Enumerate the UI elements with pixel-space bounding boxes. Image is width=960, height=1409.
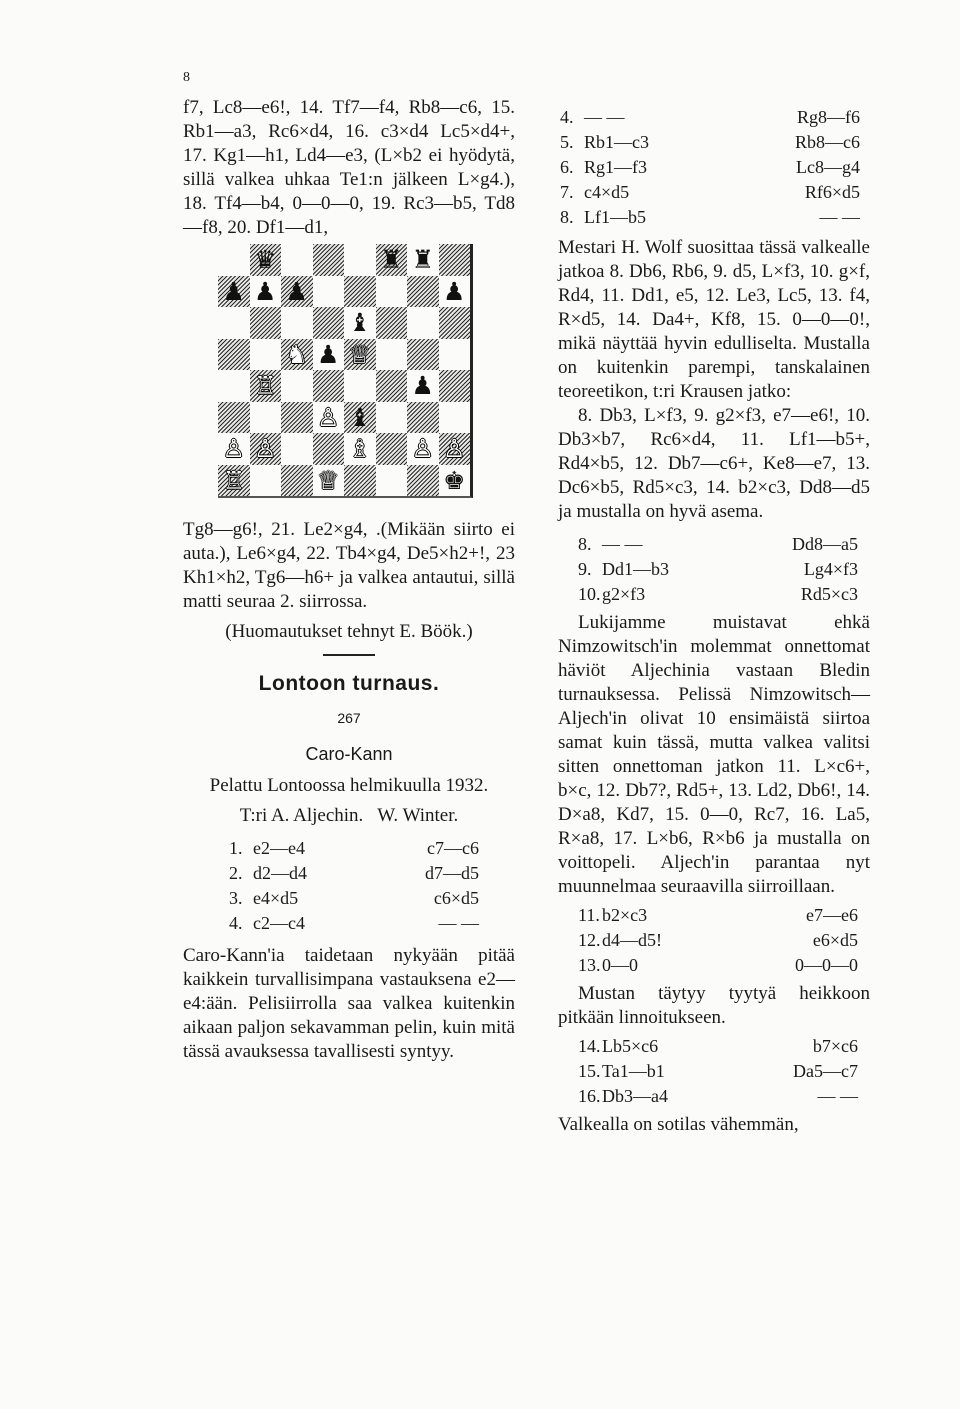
board-square [376, 433, 408, 465]
move-row [578, 903, 858, 928]
board-square [281, 402, 313, 434]
board-square [376, 370, 408, 402]
board-square [281, 465, 313, 497]
move-number: 4. [560, 107, 574, 127]
section-divider [323, 654, 375, 656]
black-pawn-icon: ♟ [285, 276, 308, 306]
black-move: Rg8—f6 [797, 107, 860, 127]
white-move: c2—c4 [253, 913, 305, 933]
white-move: Lf1—b5 [584, 207, 646, 227]
board-square [281, 307, 313, 339]
board-square [344, 465, 376, 497]
move-row [578, 582, 858, 607]
move-number: 8. [560, 207, 574, 227]
white-move: d2—d4 [253, 863, 307, 883]
page-number: 8 [183, 70, 190, 85]
board-square [250, 307, 282, 339]
black-move: 0—0—0 [795, 955, 858, 975]
white-bishop-icon: ♗ [348, 434, 371, 463]
annotator-credit: (Huomautukset tehnyt E. Böök.) [225, 621, 473, 642]
white-move: e4×d5 [253, 888, 299, 908]
move-list [578, 1034, 858, 1109]
opening-name: Caro-Kann [305, 744, 393, 764]
move-row [560, 180, 860, 205]
players-line: T:ri A. Aljechin. W. Winter. [239, 805, 459, 826]
right-column [558, 105, 870, 1137]
black-queen-icon: ♛ [254, 245, 277, 274]
black-pawn-icon: ♟ [254, 276, 277, 306]
black-bishop-icon: ♝ [348, 402, 371, 432]
board-square [313, 370, 345, 402]
board-square [313, 433, 345, 465]
move-number: 1. [229, 838, 243, 858]
black-move: — — [438, 913, 479, 933]
black-bishop-icon: ♝ [348, 308, 371, 337]
move-row [560, 205, 860, 230]
move-number: 16. [578, 1086, 601, 1106]
white-pawn-icon: ♙ [254, 434, 277, 463]
move-row [560, 155, 860, 180]
black-move: Rf6×d5 [804, 182, 860, 202]
analysis-paragraph: Mustan täytyy tyytyä heikkoon pitkään linnoitukseen. [558, 983, 870, 1028]
white-move: Lb5×c6 [602, 1036, 659, 1056]
black-move: c7—c6 [427, 838, 479, 858]
board-square [218, 307, 250, 339]
board-square [407, 276, 439, 308]
white-queen-icon: ♕ [317, 465, 340, 495]
board-square [376, 307, 408, 339]
board-square [250, 339, 282, 371]
move-number: 3. [229, 888, 243, 908]
white-pawn-icon: ♙ [443, 434, 466, 463]
left-column [183, 96, 515, 1064]
move-row [578, 532, 858, 557]
board-square [218, 339, 250, 371]
move-number: 2. [229, 863, 243, 883]
black-move: Dd8—a5 [792, 534, 858, 554]
white-knight-icon: ♞ [285, 339, 308, 369]
move-number: 15. [578, 1061, 601, 1081]
black-king-icon: ♚ [443, 465, 466, 495]
black-move: c6×d5 [433, 888, 479, 908]
played-info: Pelattu Lontoossa helmikuulla 1932. [209, 775, 489, 796]
white-pawn-icon: ♙ [411, 434, 434, 463]
white-move: Db3—a4 [602, 1086, 668, 1106]
black-move: Da5—c7 [793, 1061, 858, 1081]
white-move: d4—d5! [602, 930, 662, 950]
analysis-paragraph: Mestari H. Wolf suosittaa tässä valkealle jatkoa 8. Db6, Rb6, 9. d5, L×f3, 10. g×f, Rd4, 11. Dd1, e5, 12. Le3, Lc5, 13. f4, R×d5, 14. Da4+, Kf8, 15. 0—0—0!, mikä näyttää hyvin edulliselta. Mustalla on kuitenkin parempi, tanskalainen teoreetikon, t:ri Krausen jatko: [558, 237, 870, 402]
board-square [313, 244, 345, 276]
board-square [376, 465, 408, 497]
board-square [439, 307, 471, 339]
white-queen-icon: ♕ [348, 339, 371, 369]
opening-comment: Caro-Kann'ia taidetaan nykyään pitää kaikkein turvallisimpana vastauksena e2—e4:ään. Pelisiirrolla saa valkea kuitenkin aikaan paljon sekavamman pelin, kuin mitä tässä avauksessa tavallisesti syntyy. [183, 945, 515, 1062]
move-row [578, 1059, 858, 1084]
board-square [407, 465, 439, 497]
board-square [376, 402, 408, 434]
white-move: Rg1—f3 [584, 157, 647, 177]
white-rook-icon: ♖ [222, 465, 245, 495]
black-move: Lc8—g4 [796, 157, 860, 177]
board-square [313, 276, 345, 308]
board-square [218, 370, 250, 402]
white-move: Rb1—c3 [584, 132, 649, 152]
white-rook-icon: ♖ [254, 371, 277, 400]
board-square [439, 370, 471, 402]
board-square [407, 402, 439, 434]
white-move: 0—0 [602, 955, 638, 975]
black-pawn-icon: ♟ [411, 371, 434, 400]
white-move: — — [602, 534, 643, 554]
black-move: b7×c6 [812, 1036, 858, 1056]
analysis-paragraph: Lukijamme muistavat ehkä Nimzowitsch'in molemmat onnettomat häviöt Aljechinia vastaan Bledin turnauksessa. Pelissä Nimzowitsch—Aljech'in olivat 10 ensimäistä siirtoa samat kuin tässä, mutta valkea valitsi sitten onnettoman jatkon 11. L×c6+, b×c, 12. Db7?, Rd5+, 13. Ld2, Db6!, 14. D×a8, Kd7, 15. 0—0, Rc7, 16. La5, R×a8, 17. L×b6, R×b6 ja mustalla on voittopeli. Aljech'in parantaa nyt muunnelmaa seuraavilla siirroillaan. [558, 612, 870, 897]
board-square [313, 307, 345, 339]
move-row [229, 886, 479, 911]
black-move: Rb8—c6 [795, 132, 860, 152]
move-number: 11. [578, 905, 600, 925]
move-row [578, 1034, 858, 1059]
move-row [578, 557, 858, 582]
analysis-paragraph: 8. Db3, L×f3, 9. g2×f3, e7—e6!, 10. Db3×b7, Rc6×d4, 11. Lf1—b5+, Rd4×b5, 12. Db7—c6+, Ke8—e7, 13. Dc6×b5, Rd5×c3, 14. b2×c3, Dd8—d5 ja mustalla on hyvä asema. [558, 405, 870, 522]
move-number: 8. [578, 534, 592, 554]
board-square [281, 370, 313, 402]
black-move: Lg4×f3 [803, 559, 858, 579]
white-move: Dd1—b3 [602, 559, 669, 579]
board-square [407, 339, 439, 371]
board-square [376, 339, 408, 371]
black-rook-icon: ♜ [411, 245, 434, 274]
chess-diagram [218, 244, 473, 498]
move-number: 14. [578, 1036, 601, 1056]
move-number: 9. [578, 559, 592, 579]
move-list [229, 836, 479, 936]
move-row [229, 836, 479, 861]
board-square [439, 402, 471, 434]
black-move: d7—d5 [425, 863, 479, 883]
move-number: 6. [560, 157, 574, 177]
white-move: c4×d5 [584, 182, 630, 202]
move-number: 12. [578, 930, 601, 950]
move-number: 10. [578, 584, 601, 604]
move-row [229, 861, 479, 886]
game-number: 267 [337, 710, 361, 726]
black-move: Rd5×c3 [800, 584, 858, 604]
move-list [578, 532, 858, 607]
board-square [344, 370, 376, 402]
board-square [250, 465, 282, 497]
black-pawn-icon: ♟ [222, 276, 245, 306]
move-list [560, 105, 860, 230]
game-finish-text: Tg8—g6!, 21. Le2×g4, .(Mikään siirto ei auta.), Le6×g4, 22. Tb4×g4, De5×h2+!, 23 Kh1×h2, Tg6—h6+ ja valkea antautui, sillä matti seuraa 2. siirrossa. [183, 519, 515, 612]
white-move: g2×f3 [602, 584, 646, 604]
move-row [578, 953, 858, 978]
board-square [376, 276, 408, 308]
move-row [560, 105, 860, 130]
move-row [578, 1084, 858, 1109]
game-continuation-text: f7, Lc8—e6!, 14. Tf7—f4, Rb8—c6, 15. Rb1—a3, Rc6×d4, 16. c3×d4 Lc5×d4+, 17. Kg1—h1, Ld4—e3, (L×b2 ei hyödytä, sillä valkea uhkaa Te1:n jälkeen L×g4.), 18. Tf4—b4, 0—0—0, 19. Rc3—b5, Td8—f8, 20. Df1—d1, [183, 97, 515, 238]
black-move: e7—e6 [806, 905, 858, 925]
board-square [250, 402, 282, 434]
black-move: e6×d5 [812, 930, 858, 950]
black-rook-icon: ♜ [380, 245, 403, 274]
board-square [439, 339, 471, 371]
move-number: 5. [560, 132, 574, 152]
move-row [578, 928, 858, 953]
move-number: 7. [560, 182, 574, 202]
white-move: e2—e4 [253, 838, 305, 858]
white-move: Ta1—b1 [602, 1061, 665, 1081]
board-square [281, 433, 313, 465]
move-list [578, 903, 858, 978]
board-square [407, 307, 439, 339]
move-row [560, 130, 860, 155]
board-square [439, 244, 471, 276]
board-square [218, 402, 250, 434]
analysis-paragraph: Valkealla on sotilas vähemmän, [558, 1114, 799, 1135]
black-pawn-icon: ♟ [443, 276, 466, 306]
tournament-title: Lontoon turnaus. [258, 672, 440, 695]
move-number: 13. [578, 955, 601, 975]
move-row [229, 911, 479, 936]
white-move: — — [584, 107, 625, 127]
board-square [344, 276, 376, 308]
black-move: — — [819, 207, 860, 227]
board-square [281, 244, 313, 276]
board-square [218, 244, 250, 276]
black-pawn-icon: ♟ [317, 339, 340, 369]
white-pawn-icon: ♙ [317, 402, 340, 432]
white-pawn-icon: ♙ [222, 434, 245, 463]
white-move: b2×c3 [602, 905, 648, 925]
move-number: 4. [229, 913, 243, 933]
board-square [344, 244, 376, 276]
black-move: — — [817, 1086, 858, 1106]
